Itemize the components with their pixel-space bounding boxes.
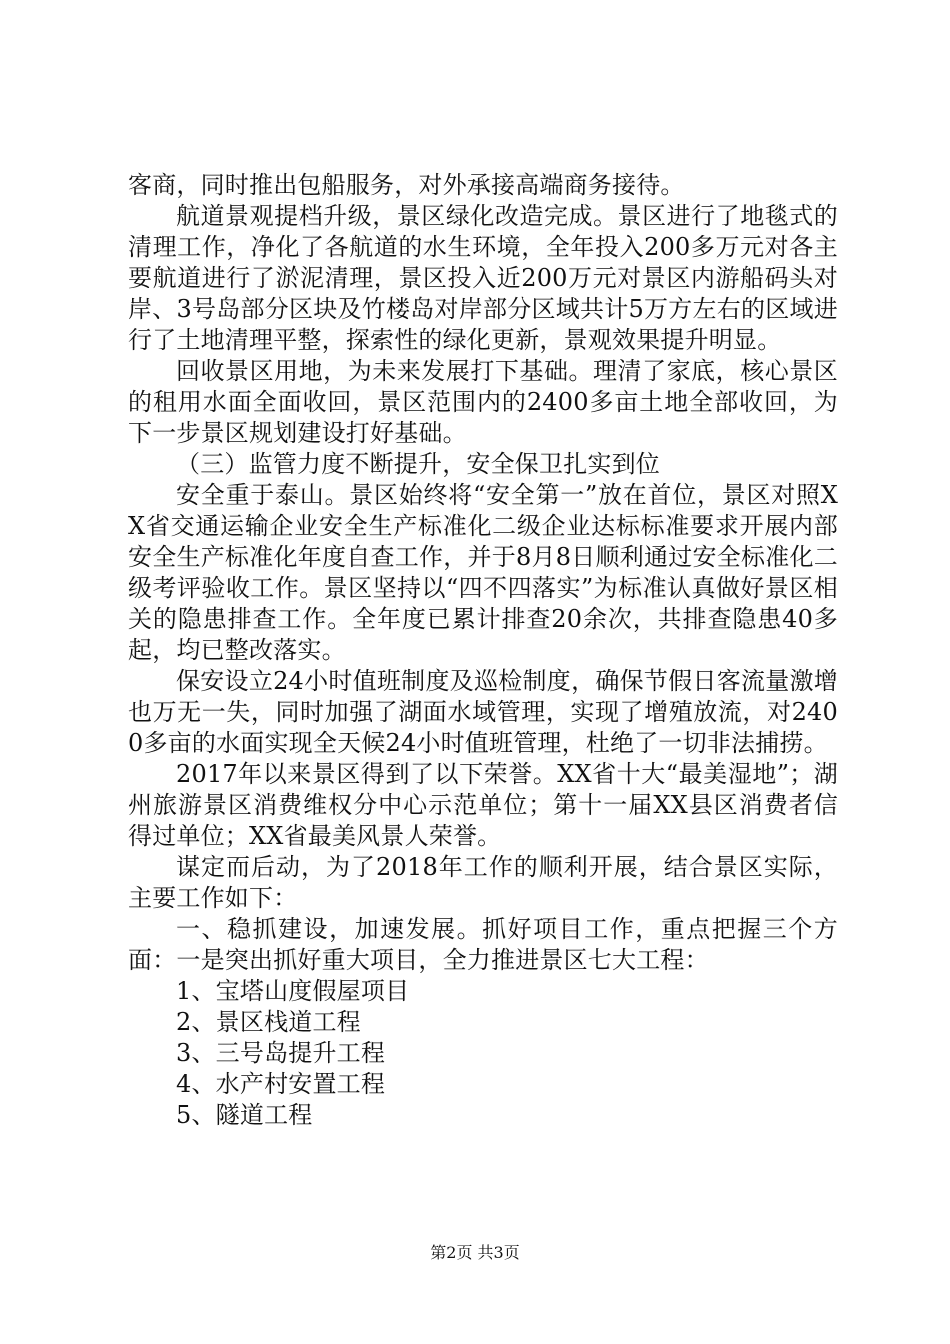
paragraph: 保安设立24小时值班制度及巡检制度，确保节假日客流量激增也万无一失，同时加强了湖面水域管理，实现了增殖放流，对2400多亩的水面实现全天候24小时值班管理，杜绝了一切非法捕捞。	[128, 667, 838, 757]
document-body	[128, 170, 838, 1131]
page-number-footer: 第2页 共3页	[430, 1243, 520, 1262]
paragraph: 回收景区用地，为未来发展打下基础。理清了家底，核心景区的租用水面全面收回，景区范围内的2400多亩土地全部收回，为下一步景区规划建设打好基础。	[128, 357, 838, 447]
list-item: 5、隧道工程	[176, 1101, 313, 1129]
paragraph: 安全重于泰山。景区始终将“安全第一”放在首位，景区对照XX省交通运输企业安全生产标准化二级企业达标标准要求开展内部安全生产标准化年度自查工作，并于8月8日顺利通过安全标准化二级考评验收工作。景区坚持以“四不四落实”为标准认真做好景区相关的隐患排查工作。全年度已累计排查20余次，共排查隐患40多起，均已整改落实。	[128, 481, 838, 664]
section-heading: （三）监管力度不断提升，安全保卫扎实到位	[176, 450, 660, 478]
paragraph: 谋定而后动，为了2018年工作的顺利开展，结合景区实际，主要工作如下：	[128, 853, 838, 912]
paragraph: 客商，同时推出包船服务，对外承接高端商务接待。	[128, 171, 685, 199]
list-item: 3、三号岛提升工程	[176, 1039, 386, 1067]
paragraph: 一、稳抓建设，加速发展。抓好项目工作，重点把握三个方面：一是突出抓好重大项目，全力推进景区七大工程：	[128, 915, 838, 974]
paragraph: 航道景观提档升级，景区绿化改造完成。景区进行了地毯式的清理工作，净化了各航道的水生环境，全年投入200多万元对各主要航道进行了淤泥清理，景区投入近200万元对景区内游船码头对岸、3号岛部分区块及竹楼岛对岸部分区域共计5万方左右的区域进行了土地清理平整，探索性的绿化更新，景观效果提升明显。	[128, 202, 838, 354]
list-item: 4、水产村安置工程	[176, 1070, 386, 1098]
list-item: 2、景区栈道工程	[176, 1008, 361, 1036]
list-item: 1、宝塔山度假屋项目	[176, 977, 410, 1005]
paragraph: 2017年以来景区得到了以下荣誉。XX省十大“最美湿地”；湖州旅游景区消费维权分中心示范单位；第十一届XX县区消费者信得过单位；XX省最美风景人荣誉。	[128, 760, 838, 850]
